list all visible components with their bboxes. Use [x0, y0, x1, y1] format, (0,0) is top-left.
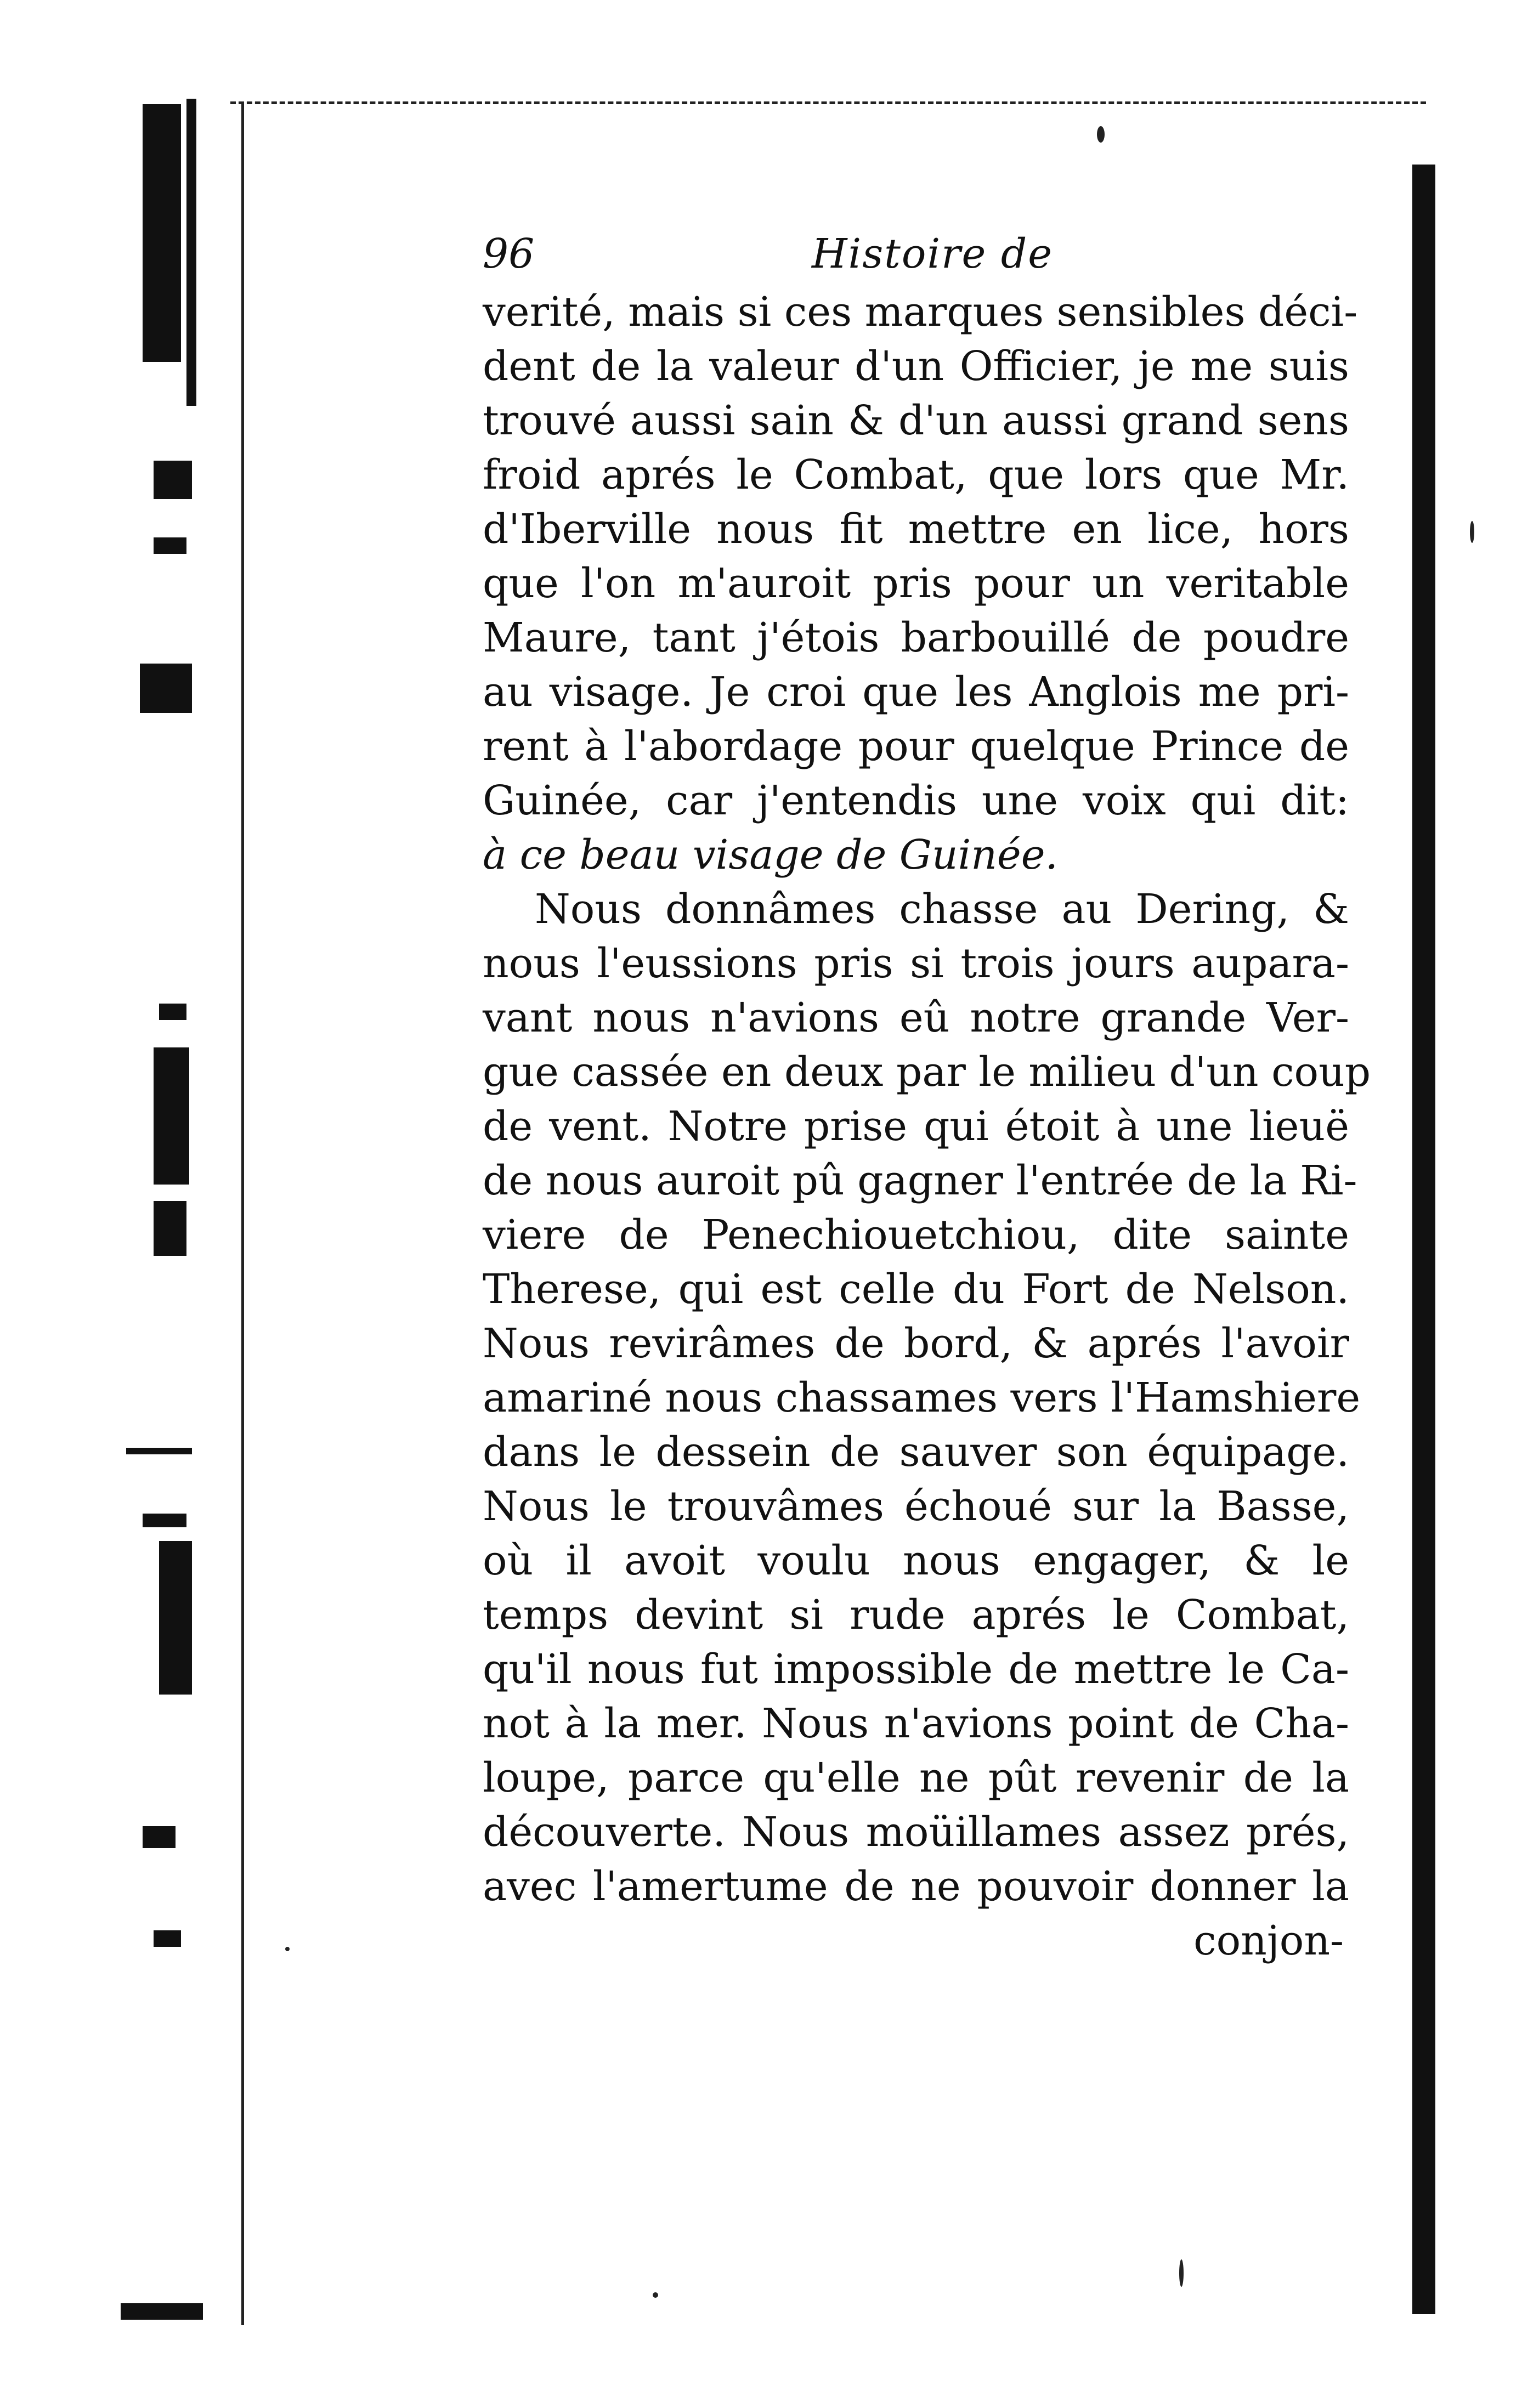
italic-quote-line: à ce beau visage de Guinée.	[483, 831, 1059, 879]
text-line: Maure, tant j'étois barbouillé de poudre	[483, 614, 1349, 661]
ink-speck	[285, 1947, 290, 1951]
catchword: conjon-	[1193, 1917, 1344, 1964]
running-head	[483, 230, 1349, 285]
text-line: nous l'eussions pris si trois jours aupara-	[483, 940, 1349, 987]
text-line: que l'on m'auroit pris pour un veritable	[483, 560, 1349, 607]
text-line: d'Iberville nous fit mettre en lice, hors	[483, 506, 1349, 553]
ink-speck	[1179, 2259, 1184, 2287]
text-line: trouvé aussi sain & d'un aussi grand sens	[483, 397, 1349, 444]
page-text-block	[483, 230, 1371, 1968]
text-line: découverte. Nous moüillames assez prés,	[483, 1809, 1349, 1856]
ink-speck	[1470, 521, 1474, 543]
text-line: dans le dessein de sauver son équipage.	[483, 1429, 1349, 1476]
text-line: temps devint si rude aprés le Combat,	[483, 1591, 1349, 1639]
ink-speck	[1097, 126, 1105, 143]
text-line: rent à l'abordage pour quelque Prince de	[483, 723, 1349, 770]
page-number: 96	[483, 230, 535, 277]
text-line: où il avoit voulu nous engager, & le	[483, 1537, 1349, 1584]
text-line: vant nous n'avions eû notre grande Ver-	[483, 994, 1349, 1041]
text-line: de nous auroit pû gagner l'entrée de la Ri-	[483, 1157, 1357, 1204]
text-line: verité, mais si ces marques sensibles déci-	[483, 288, 1358, 336]
text-line: avec l'amertume de ne pouvoir donner la	[483, 1863, 1349, 1910]
text-line: au visage. Je croi que les Anglois me pri-	[483, 668, 1349, 716]
text-line: de vent. Notre prise qui étoit à une lieuë	[483, 1103, 1349, 1150]
text-line: not à la mer. Nous n'avions point de Cha-	[483, 1700, 1349, 1747]
page-top-edge	[230, 101, 1426, 107]
text-line: Nous le trouvâmes échoué sur la Basse,	[483, 1483, 1349, 1530]
text-line: Nous revirâmes de bord, & aprés l'avoir	[483, 1320, 1349, 1367]
text-line: gue cassée en deux par le milieu d'un coup	[483, 1049, 1371, 1096]
text-line: qu'il nous fut impossible de mettre le Ca-	[483, 1646, 1349, 1693]
text-line: viere de Penechiouetchiou, dite sainte	[483, 1211, 1349, 1259]
ink-speck	[653, 2292, 658, 2298]
text-line: Therese, qui est celle du Fort de Nelson.	[483, 1266, 1349, 1313]
text-line: froid aprés le Combat, que lors que Mr.	[483, 451, 1349, 498]
text-line: Guinée, car j'entendis une voix qui dit:	[483, 777, 1349, 824]
text-line: dent de la valeur d'un Officier, je me suis	[483, 343, 1349, 390]
running-title: Histoire de	[812, 230, 1053, 277]
text-line: loupe, parce qu'elle ne pût revenir de la	[483, 1754, 1349, 1801]
page-right-edge-shadow	[1412, 165, 1435, 2314]
left-margin-bleedthrough	[121, 99, 247, 2325]
text-line: amariné nous chassames vers l'Hamshiere	[483, 1374, 1361, 1421]
paragraph-start-line: Nous donnâmes chasse au Dering, &	[535, 886, 1349, 933]
